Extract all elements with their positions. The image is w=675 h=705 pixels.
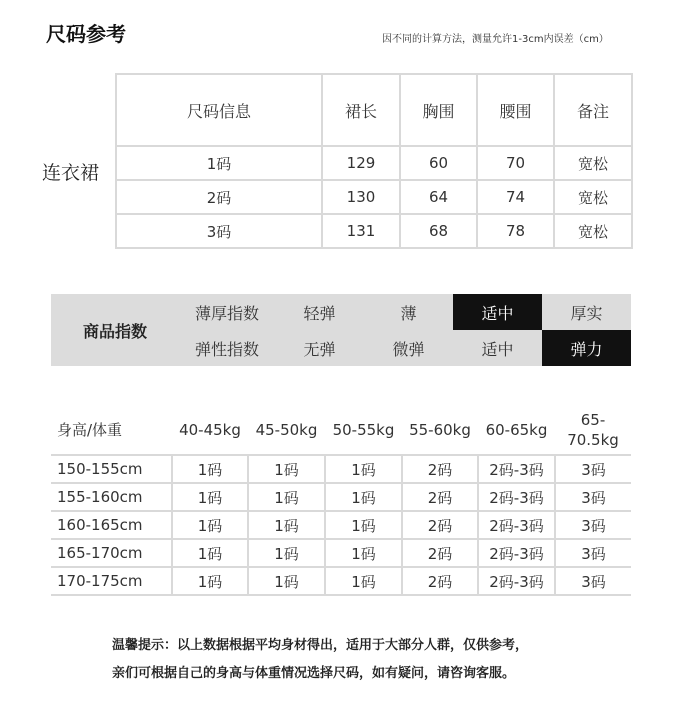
table-row: [51, 539, 631, 567]
table-row: [116, 214, 632, 248]
size-cell: 2码-3码: [478, 455, 555, 483]
height-cell: 155-160cm: [51, 483, 172, 511]
size-cell: 1码: [172, 539, 248, 567]
header-waist: 腰围: [477, 74, 554, 146]
size-cell: 2码-3码: [478, 511, 555, 539]
header-weight-range: 40-45kg: [172, 406, 248, 455]
elasticity-option: 弹力: [542, 330, 631, 366]
bust-cell: 68: [400, 214, 477, 248]
product-index-table: [179, 294, 631, 366]
thickness-index-row: [179, 294, 631, 330]
header-weight-range: 50-55kg: [325, 406, 402, 455]
size-cell: 1码: [248, 511, 325, 539]
waist-cell: 74: [477, 180, 554, 214]
header-bust: 胸围: [400, 74, 477, 146]
bust-cell: 60: [400, 146, 477, 180]
size-cell: 1码: [248, 539, 325, 567]
header-weight-range: 45-50kg: [248, 406, 325, 455]
size-cell: 2码: [402, 567, 478, 595]
size-cell: 1码: [172, 567, 248, 595]
size-cell: 2码: [402, 539, 478, 567]
height-cell: 165-170cm: [51, 539, 172, 567]
size-cell: 1码: [248, 455, 325, 483]
remark-cell: 宽松: [554, 214, 632, 248]
size-cell: 1码: [325, 539, 402, 567]
size-info-table: [115, 73, 633, 249]
size-table-header: [116, 74, 632, 146]
size-cell: 1码: [172, 483, 248, 511]
size-cell: 1码: [325, 455, 402, 483]
table-row: [116, 146, 632, 180]
table-row: [51, 455, 631, 483]
size-cell: 1码: [116, 146, 322, 180]
waist-cell: 78: [477, 214, 554, 248]
elasticity-index-name: 弹性指数: [194, 339, 259, 359]
header-size-info: 尺码信息: [116, 74, 322, 146]
bust-cell: 64: [400, 180, 477, 214]
length-cell: 129: [322, 146, 400, 180]
thickness-option: 薄: [400, 303, 417, 323]
size-cell: 3码: [116, 214, 322, 248]
size-cell: 1码: [248, 483, 325, 511]
header-weight-range: 60-65kg: [478, 406, 555, 455]
tip-line-2: 亲们可根据自己的身高与体重情况选择尺码，如有疑问，请咨询客服。: [112, 666, 516, 681]
elasticity-option: 适中: [481, 339, 514, 359]
size-cell: 2码-3码: [478, 483, 555, 511]
header-length: 裙长: [322, 74, 400, 146]
size-cell: 3码: [555, 455, 631, 483]
page-title: 尺码参考: [46, 22, 126, 46]
thickness-index-name: 薄厚指数: [194, 303, 259, 323]
header-remark: 备注: [554, 74, 632, 146]
size-cell: 2码: [402, 455, 478, 483]
size-cell: 1码: [325, 567, 402, 595]
measurement-note: 因不同的计算方法，测量允许1-3cm内误差（cm）: [382, 34, 609, 45]
header-height-weight: 身高/体重: [51, 406, 172, 455]
table-row: [116, 180, 632, 214]
size-cell: 1码: [325, 483, 402, 511]
fit-table-header: [51, 406, 631, 455]
size-cell: 2码-3码: [478, 539, 555, 567]
size-cell: 2码-3码: [478, 567, 555, 595]
size-cell: 1码: [248, 567, 325, 595]
table-row: [51, 511, 631, 539]
elasticity-index-row: [179, 330, 631, 366]
size-cell: 2码: [116, 180, 322, 214]
product-index-block: [51, 294, 631, 366]
waist-cell: 70: [477, 146, 554, 180]
height-cell: 160-165cm: [51, 511, 172, 539]
size-cell: 1码: [325, 511, 402, 539]
thickness-option: 厚实: [570, 303, 603, 323]
header-weight-range: 65-70.5kg: [555, 406, 631, 455]
size-cell: 3码: [555, 483, 631, 511]
size-cell: 3码: [555, 567, 631, 595]
size-cell: 1码: [172, 455, 248, 483]
thickness-option: 轻弹: [303, 303, 336, 323]
height-cell: 170-175cm: [51, 567, 172, 595]
remark-cell: 宽松: [554, 146, 632, 180]
length-cell: 130: [322, 180, 400, 214]
size-cell: 2码: [402, 511, 478, 539]
elasticity-option: 无弹: [303, 339, 336, 359]
product-index-label: 商品指数: [82, 321, 147, 341]
size-cell: 1码: [172, 511, 248, 539]
length-cell: 131: [322, 214, 400, 248]
elasticity-option: 微弹: [392, 339, 425, 359]
product-category-label: 连衣裙: [42, 162, 100, 184]
height-weight-table: [51, 406, 631, 596]
remark-cell: 宽松: [554, 180, 632, 214]
header-weight-range: 55-60kg: [402, 406, 478, 455]
table-row: [51, 567, 631, 595]
size-cell: 3码: [555, 511, 631, 539]
thickness-option: 适中: [453, 294, 542, 330]
size-cell: 2码: [402, 483, 478, 511]
table-row: [51, 483, 631, 511]
size-cell: 3码: [555, 539, 631, 567]
height-cell: 150-155cm: [51, 455, 172, 483]
tip-line-1: 温馨提示：以上数据根据平均身材得出，适用于大部分人群，仅供参考，: [112, 638, 529, 653]
